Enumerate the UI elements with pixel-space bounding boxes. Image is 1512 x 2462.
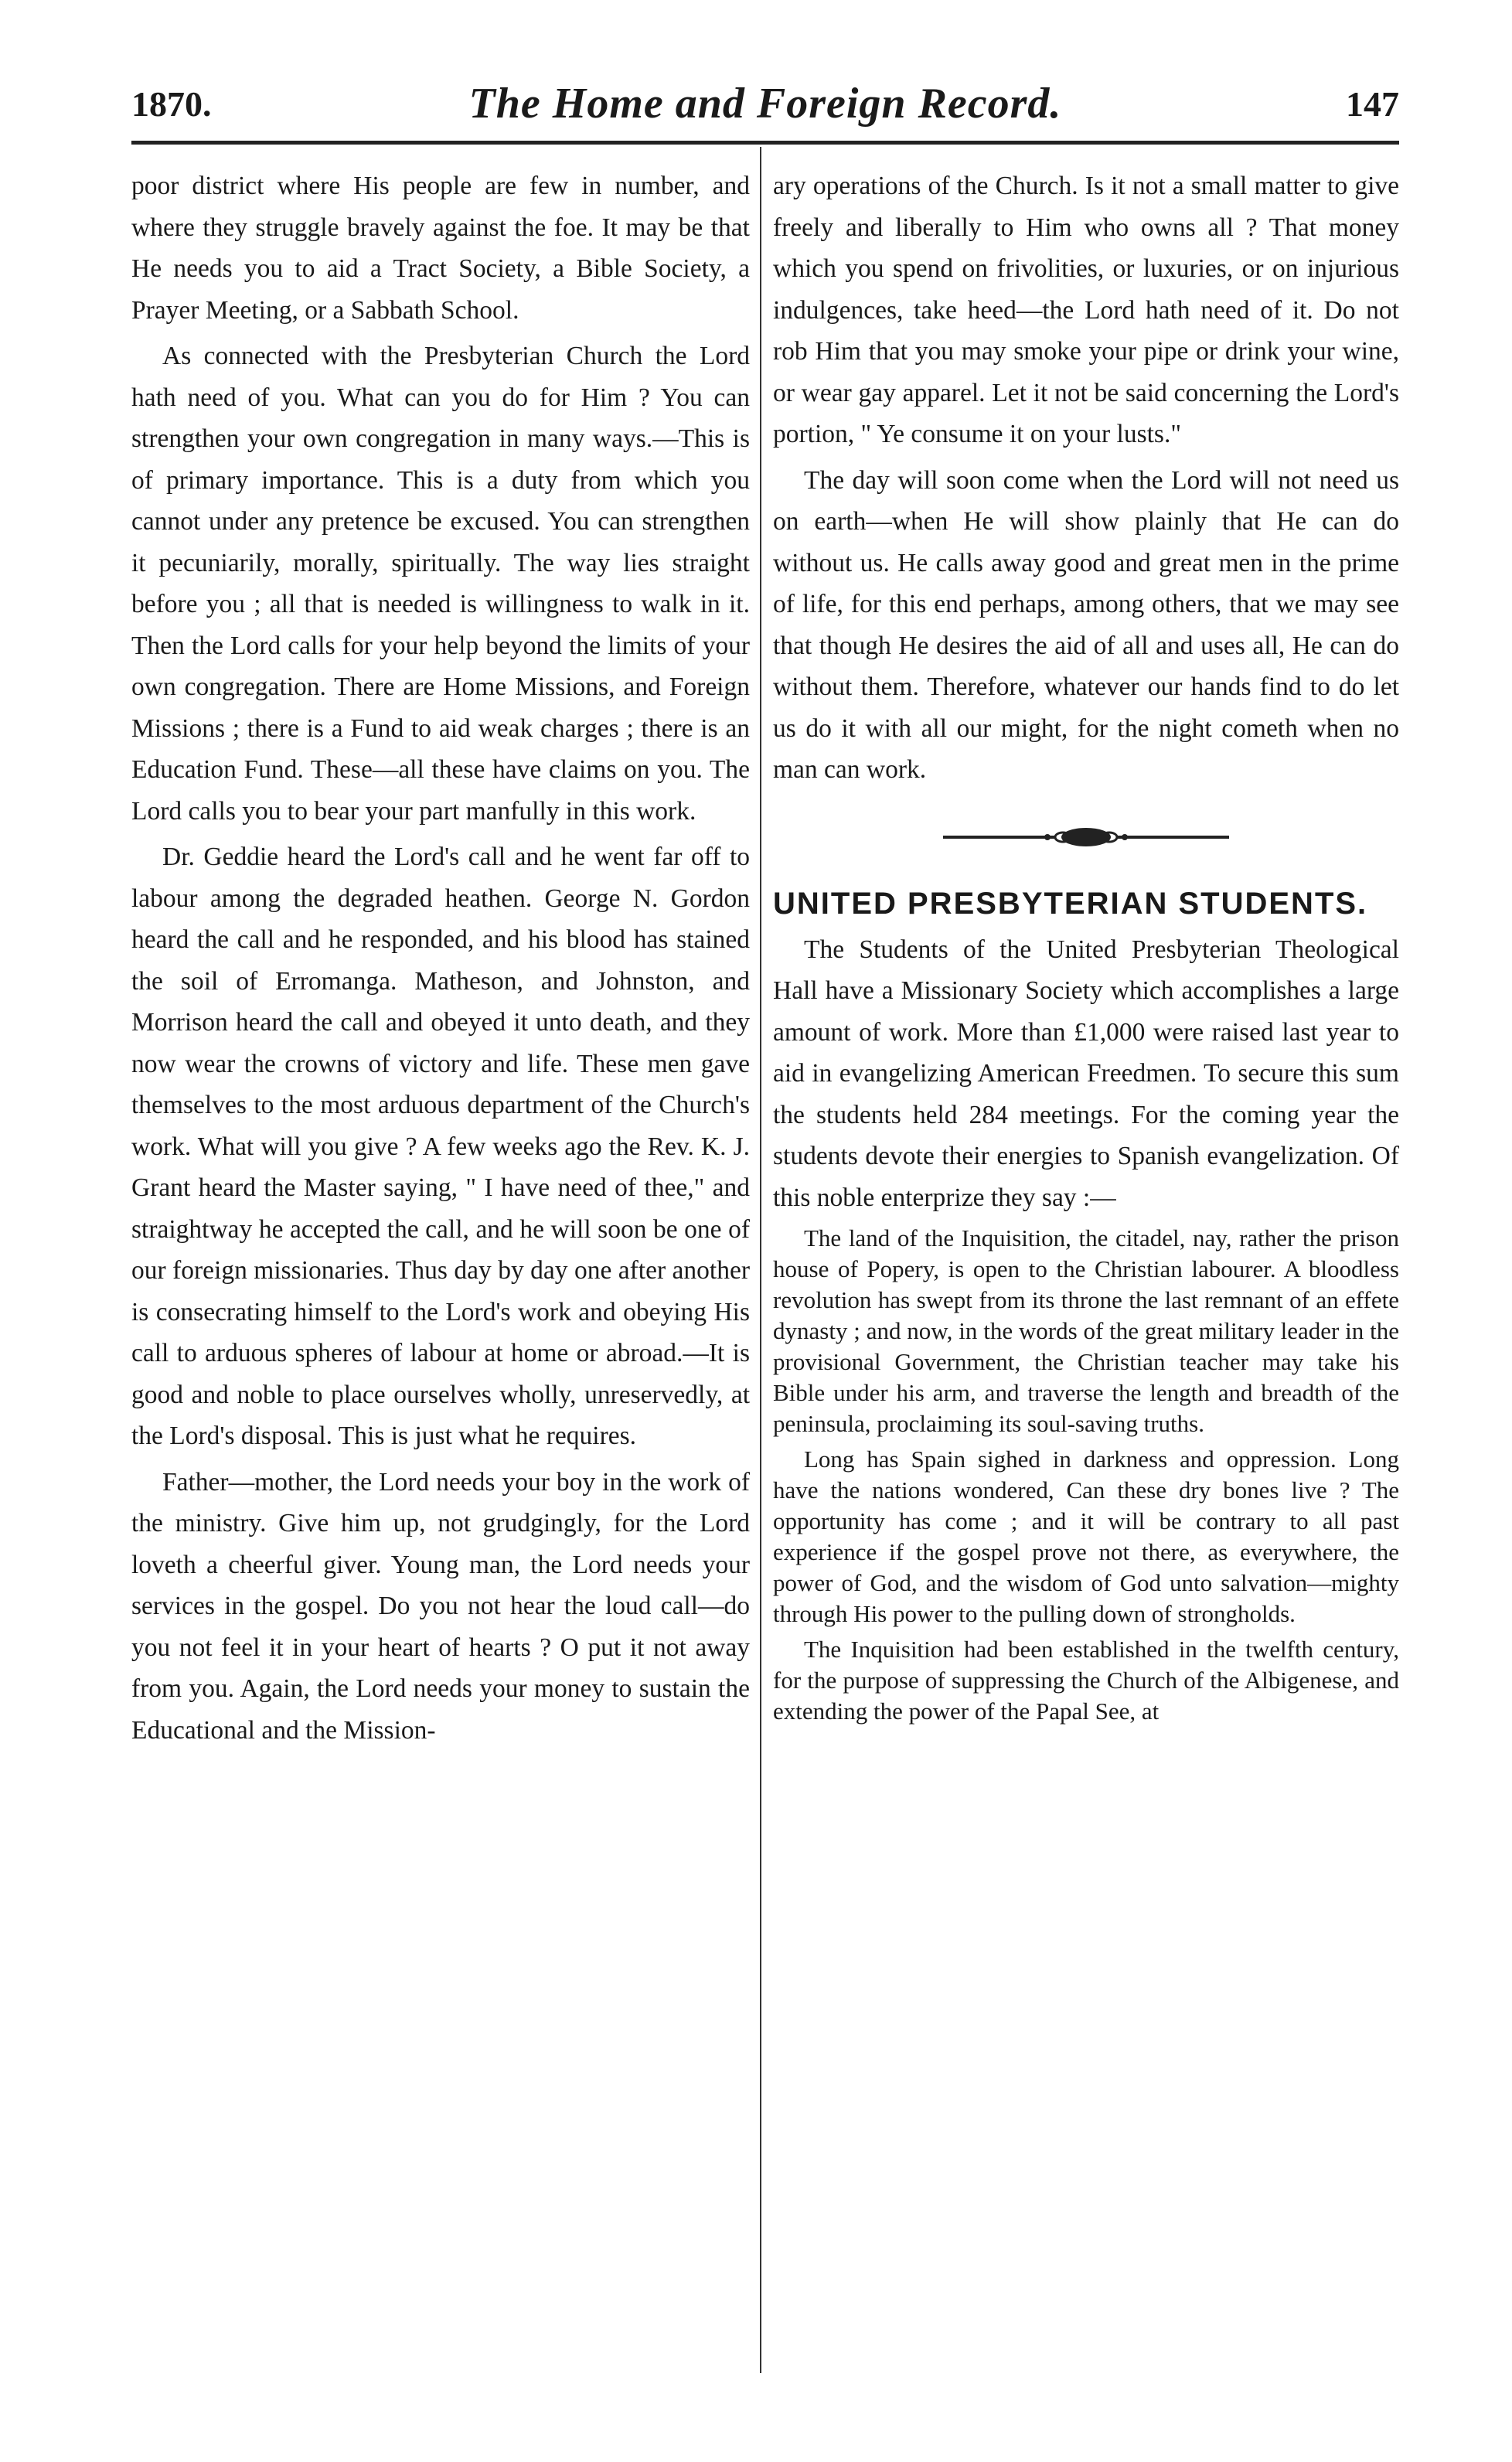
paragraph: The Students of the United Presbyterian Theological Hall have a Missionary Society which accomplishes a large amount of work. More than £1,000 were raised last year to aid in evangelizing American Freedmen. To secure this sum the students held 284 meetings. For the coming year the students devote their energies to Spanish evangelization. Of this noble enterprize they say :— [773, 935, 1399, 1212]
paragraph: Dr. Geddie heard the Lord's call and he went far off to labour among the degraded heathen. George N. Gordon heard the call and he responded, and his blood has stained the soil of Erromanga. Matheson, and Johnston, and Morrison heard the call and obeyed it unto death, and they now wear the crowns of victory and life. These men gave themselves to the most arduous department of the Church's work. What will you give ? A few weeks ago the Rev. K. J. Grant heard the Master saying, " I have need of thee," and straightway he accepted the call, and he will soon be one of our foreign missionaries. Thus day by day one after another is consecrating himself to the Lord's work and obeying His call to arduous spheres of labour at home or abroad.—It is good and noble to place ourselves wholly, unreservedly, at the Lord's disposal. This is just what he requires. [131, 843, 750, 1450]
header-rule [131, 141, 1399, 145]
paragraph: The day will soon come when the Lord will not need us on earth—when He will show plainly that He can do without us. He calls away good and great men in the prime of life, for this end perhaps, among others, that we may see that though He desires the aid of all and uses all, He can do without them. Therefore, whatever our hands find to do let us do it with all our might, for the night cometh when no man can work. [773, 465, 1399, 784]
header-year: 1870. [131, 84, 212, 124]
right-column [773, 165, 1399, 1732]
ornament-divider [773, 822, 1399, 876]
journal-title: The Home and Foreign Record. [468, 80, 1062, 128]
quoted-paragraph: The land of the Inquisition, the citadel, nay, rather the prison house of Popery, is open to the Christian labourer. A bloodless revolution has swept from its throne the last remnant of an effete dynasty ; and now, in the words of the great military leader in the provisional Government, the Christian teacher may take his Bible under his arm, and traverse the length and breadth of the peninsula, proclaiming its soul-saving truths. [773, 1224, 1399, 1437]
quoted-paragraph: The Inquisition had been established in the twelfth century, for the purpose of suppressing the Church of the Albigenese, and extending the power of the Papal See, at [773, 1636, 1399, 1725]
quoted-paragraph: Long has Spain sighed in darkness and oppression. Long have the nations wondered, Can these dry bones live ? The opportunity has come ; and it will be contrary to all past experience if the gospel prove not there, as everywhere, the power of God, and the wisdom of God unto salvation—mighty through His power to the pulling down of strongholds. [773, 1446, 1399, 1627]
left-column [131, 165, 750, 1755]
page-number: 147 [1346, 84, 1399, 124]
section-heading: UNITED PRESBYTERIAN STUDENTS. [773, 886, 1368, 921]
paragraph: As connected with the Presbyterian Church the Lord hath need of you. What can you do for Him ? You can strengthen your own congregation in many ways.—This is of primary importance. This is a duty from which you cannot under any pretence be excused. You can strengthen it pecuniarily, morally, spiritually. The way lies straight before you ; all that is needed is willingness to walk in it. Then the Lord calls for your help beyond the limits of your own congregation. There are Home Missions, and Foreign Missions ; there is a Fund to aid weak charges ; there is an Education Fund. These—all these have claims on you. The Lord calls you to bear your part manfully in this work. [131, 342, 750, 826]
flourish-icon [939, 822, 1233, 853]
paragraph: poor district where His people are few in number, and where they struggle bravely against the foe. It may be that He needs you to aid a Tract Society, a Bible Society, a Prayer Meeting, or a Sabbath School. [131, 172, 750, 325]
paragraph: ary operations of the Church. Is it not a small matter to give freely and liberally to Him who owns all ? That money which you spend on frivolities, or luxuries, or on injurious indulgences, take heed—the Lord hath need of it. Do not rob Him that you may smoke your pipe or drink your wine, or wear gay apparel. Let it not be said concerning the Lord's portion, " Ye consume it on your lusts." [773, 172, 1399, 448]
column-divider [760, 147, 761, 2373]
page-header [131, 71, 1399, 135]
paragraph: Father—mother, the Lord needs your boy in the work of the ministry. Give him up, not grudgingly, for the Lord loveth a cheerful giver. Young man, the Lord needs your services in the gospel. Do you not hear the loud call—do you not feel it in your heart of hearts ? O put it not away from you. Again, the Lord needs your money to sustain the Educational and the Mission- [131, 1467, 750, 1745]
